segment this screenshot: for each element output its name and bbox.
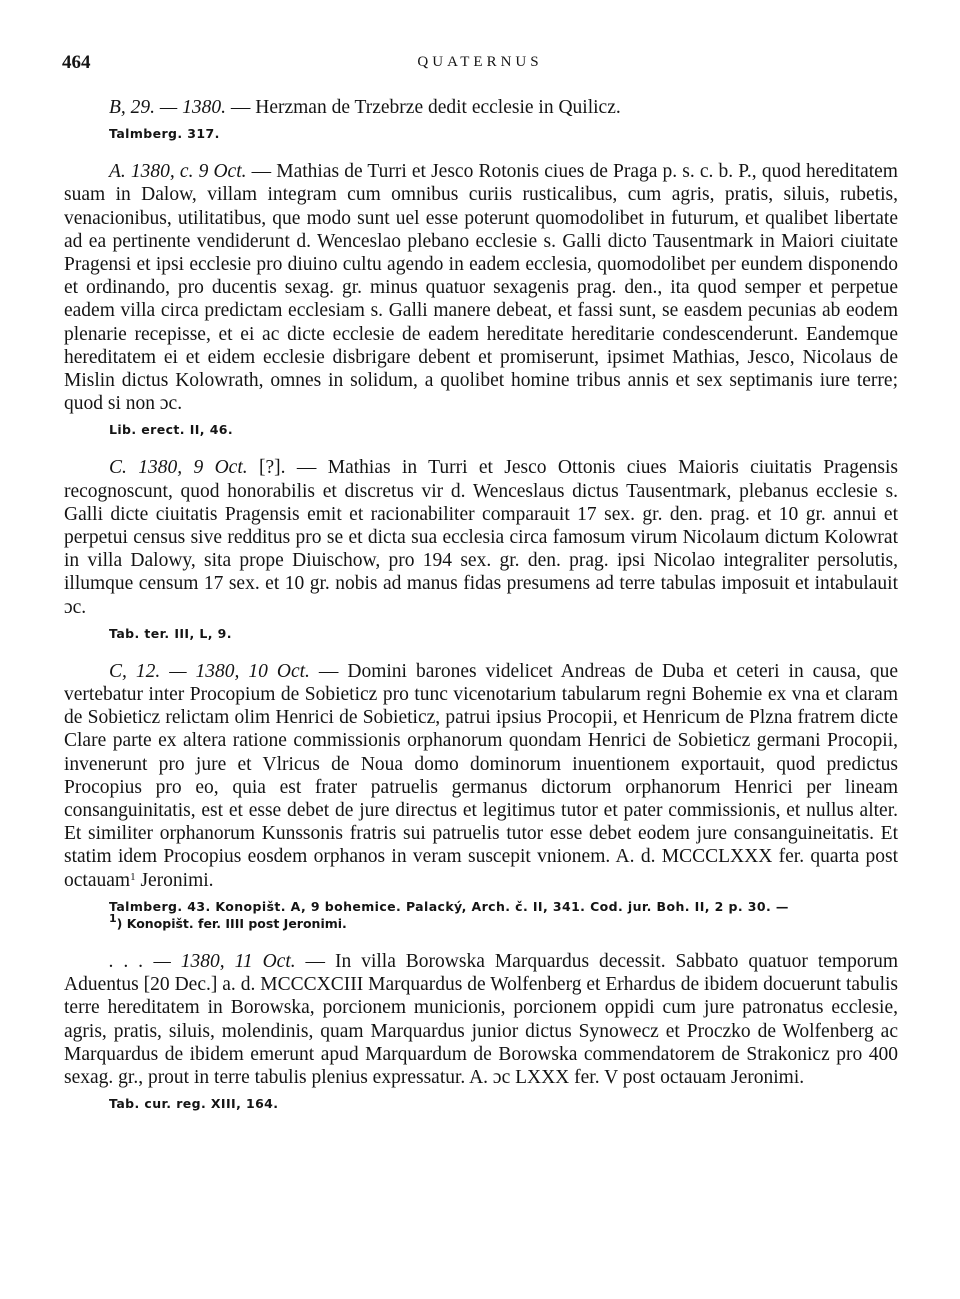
entry — [64, 950, 898, 1112]
source-citation: Tab. ter. III, L, 9. — [109, 625, 232, 641]
entry-body-continued: Jeronimi. — [135, 869, 214, 891]
entry-date-ref: . . . — 1380, 11 Oct. — [109, 950, 296, 972]
entry-body: [?]. — Mathias in Turri et Jesco Ottonis ciues Maioris ciuitatis Pragensis recognoscunt, quod honorabilis et discretus vir d. Wenceslaus dictus Tausentmark, plebanus ecclesie s. Galli dicte ciuitatis Pragensis emit et racionabiliter comparauit 17 sex. gr. den. prag. et 10 gr. annui et perpetui census sive redditus pro se et dicta sua ecclesia circa famosum virum Nicolaum dictum Kolowrat in villa Dalowy, sita prope Diuischow, pro 194 sex. gr. den. prag. ipsi Nicolao integraliter persolutis, illumque censum 17 sex. et 10 gr. nobis ad manus fidas presumens ad terre tabulas imposuit et intabulauit ɔc. — [64, 457, 898, 618]
entry-body: — Mathias de Turri et Jesco Rotonis ciues de Praga p. s. c. b. P., quod hereditatem suam in Dalow, villam integram cum omnibus curiis rusticalibus, cum agris, pratis, siluis, rubetis, venacionibus, utilitatibus, que modo sunt uel esse poterunt quomodolibet in futurum, et qualibet libertate ad ea pertinente vendiderunt d. Wenceslao plebano ecclesie s. Galli dicto Tausentmark in Maiori ciuitate Pragensi et ipsi ecclesie pro diuino cultu agendo in eadem ecclesia, quomodolibet per eundem disponendo et ordinando, pro ducentis sexag. gr. minus quatuor sexagenis prag. den., ita quod semper et perpetue eadem villa circa predictam ecclesiam s. Galli manere debeat, et fassi sunt, se easdem pecunias ab eodem plenarie recepisse, et ei ac dicte ecclesie de eadem hereditate hereditarie condescenderunt. Eandemque hereditatem ei et eidem ecclesie disbrigare debent et promiserunt, ipsimet Mathias, Jesco, Nicolaus de Mislin dictus Kolowrath, omnes in solidum, a quolibet homine tribus annis et sex septimanis iure terre; quod si non ɔc. — [64, 161, 898, 415]
source-citation: Talmberg. 43. Konopišt. A, 9 bohemice. Palacký, Arch. č. II, 341. Cod. jur. Boh. II, 2 p. 30. — — [109, 898, 789, 914]
page-header — [62, 52, 898, 80]
entry — [64, 96, 898, 142]
entry — [64, 456, 898, 641]
running-title: QUATERNUS — [417, 54, 543, 70]
entry-text — [64, 660, 898, 892]
entry-body: — Domini barones videlicet Andreas de Duba et ceteri in causa, que vertebatur inter Procopium de Sobieticz pro tunc vicenotarium tabularum regni Bohemie ex vna et claram de Sobieticz relictam olim Henrici de Sobieticz, patrui ipsius Procopii, et Henricum de Plzna fratrem dicte Clare parte ex altera ratione commissionis orphanorum quondam Henrici de Sobieticz germani Procopii, invenerunt pro jure et Vlricus de Noua domo dominorum inuentionem exportauit, quod predictus Procopius pro eo, quia est frater patruelis germanus dictorum orphanorum Henrici per lineam consanguinitatis, est et esse debet de jure directus et legitimus tutor et pater commissionis, et nullus alter. Et similiter orphanorum Kunssonis fratris sui patruelis tutor esse debet eodem jure consanguineitatis. Et statim idem Procopius eosdem orphanos in veram suscepit vnionem. A. d. MCCCLXXX fer. quarta post octauam — [64, 660, 898, 891]
entry — [64, 160, 898, 438]
document-body — [64, 96, 898, 1130]
footnote-marker: 1 — [130, 870, 136, 883]
source-citation: Talmberg. 317. — [109, 126, 220, 142]
entry-date-ref: A. 1380, c. 9 Oct. — [109, 161, 247, 183]
entry — [64, 660, 898, 932]
entry-text — [64, 96, 898, 119]
entry-date-ref: B, 29. — 1380. — [109, 97, 226, 118]
entry-date-ref: C. 1380, 9 Oct. — [109, 457, 248, 479]
source-citation: Tab. cur. reg. XIII, 164. — [109, 1096, 279, 1112]
entry-body: — Herzman de Trzebrze dedit ecclesie in Quilicz. — [226, 97, 621, 118]
entry-body: — In villa Borowska Marquardus decessit. Sabbato quatuor temporum Aduentus [20 Dec.] a. d. MCCCXCIII Marquardus de Wolfenberg et Erhardus de ibidem docuerunt tabulis terre hereditatem in Borowska, porcionem municionis, porcionem oppidi cum jure patronatus ecclesie, agris, pratis, siluis, molendinis, quam Marquardus junior dictus Synowecz et Proczko de Wolfenberg ac Marquardus de ibidem emerunt apud Marquardum de Borowska commendatorem de Strakonicz pro 400 sexag. gr., prout in terre tabulis plenius expressatur. A. ɔc LXXX fer. V post octauam Jeronimi. — [64, 950, 898, 1088]
footnote-number: 1 — [109, 911, 117, 925]
footnote-text: ) Konopišt. fer. IIII post Jeronimi. — [116, 915, 347, 931]
entry-date-ref: C, 12. — 1380, 10 Oct. — [109, 660, 310, 682]
page-number: 464 — [62, 52, 91, 73]
entry-text — [64, 950, 898, 1089]
footnote — [109, 911, 898, 932]
entry-text — [64, 160, 898, 415]
entry-text — [64, 456, 898, 618]
source-citation: Lib. erect. II, 46. — [109, 422, 234, 438]
